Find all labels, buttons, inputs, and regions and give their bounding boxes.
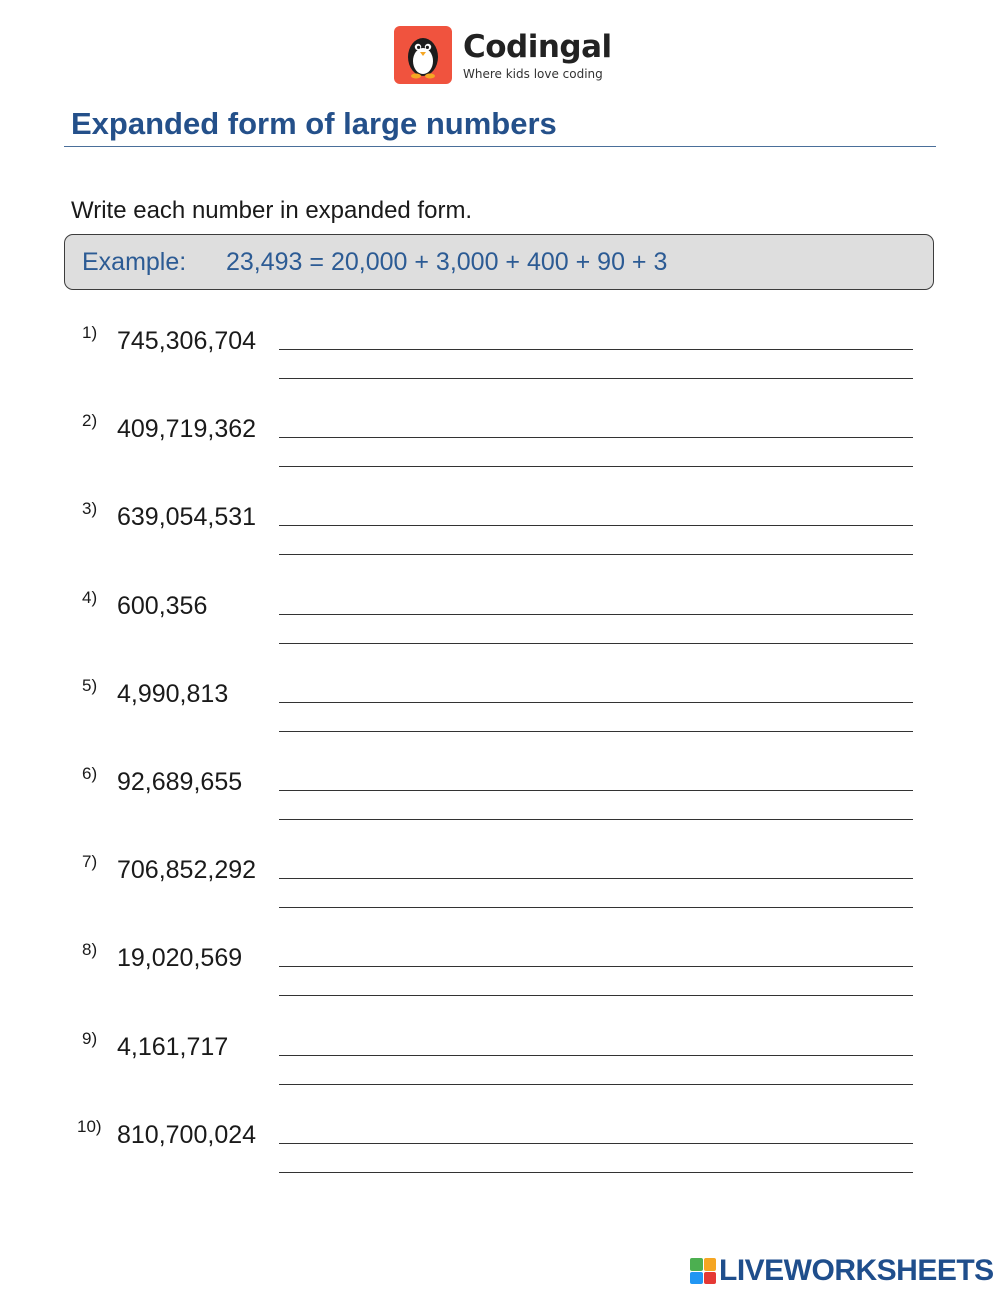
problem-item	[0, 852, 1000, 940]
problem-value: 600,356	[117, 592, 208, 620]
title-divider	[64, 146, 936, 147]
example-box	[64, 234, 934, 290]
answer-line[interactable]	[279, 614, 913, 615]
problem-number: 1)	[82, 323, 98, 342]
problem-value: 19,020,569	[117, 944, 243, 972]
problem-number: 9)	[82, 1029, 98, 1048]
problem-value: 706,852,292	[117, 856, 257, 884]
example-equation: 23,493 = 20,000 + 3,000 + 400 + 90 + 3	[226, 248, 668, 276]
problem-item	[0, 1117, 1000, 1205]
liveworksheets-icon	[690, 1258, 716, 1284]
answer-line[interactable]	[279, 349, 913, 350]
problem-value: 409,719,362	[117, 415, 257, 443]
problem-item	[0, 323, 1000, 411]
answer-line[interactable]	[279, 819, 913, 820]
answer-line[interactable]	[279, 525, 913, 526]
penguin-icon	[394, 26, 452, 84]
problem-number: 2)	[82, 411, 98, 430]
answer-line[interactable]	[279, 378, 913, 379]
answer-line[interactable]	[279, 554, 913, 555]
brand-name: Codingal	[463, 28, 612, 65]
problem-value: 92,689,655	[117, 768, 243, 796]
problem-item	[0, 676, 1000, 764]
problem-item	[0, 588, 1000, 676]
problem-value: 810,700,024	[117, 1121, 257, 1149]
page-title: Expanded form of large numbers	[71, 106, 557, 141]
brand-tagline: Where kids love coding	[463, 66, 603, 81]
answer-line[interactable]	[279, 437, 913, 438]
problem-item	[0, 940, 1000, 1028]
problem-number: 8)	[82, 940, 98, 959]
problem-item	[0, 1029, 1000, 1117]
problem-value: 4,990,813	[117, 680, 229, 708]
answer-line[interactable]	[279, 907, 913, 908]
answer-line[interactable]	[279, 1084, 913, 1085]
answer-line[interactable]	[279, 966, 913, 967]
problem-number: 5)	[82, 676, 98, 695]
answer-line[interactable]	[279, 878, 913, 879]
answer-line[interactable]	[279, 1055, 913, 1056]
answer-line[interactable]	[279, 790, 913, 791]
problem-value: 639,054,531	[117, 503, 257, 531]
liveworksheets-watermark	[690, 1254, 994, 1288]
problem-number: 10)	[77, 1117, 102, 1136]
problem-item	[0, 764, 1000, 852]
problem-number: 6)	[82, 764, 98, 783]
answer-line[interactable]	[279, 731, 913, 732]
problem-item	[0, 411, 1000, 499]
answer-line[interactable]	[279, 702, 913, 703]
problem-number: 4)	[82, 588, 98, 607]
problem-item	[0, 499, 1000, 587]
answer-line[interactable]	[279, 466, 913, 467]
answer-line[interactable]	[279, 995, 913, 996]
answer-line[interactable]	[279, 643, 913, 644]
problem-value: 4,161,717	[117, 1033, 229, 1061]
brand-logo	[394, 26, 612, 84]
instruction-text: Write each number in expanded form.	[71, 197, 473, 224]
problem-number: 7)	[82, 852, 98, 871]
example-label: Example:	[82, 248, 187, 276]
problem-value: 745,306,704	[117, 327, 257, 355]
problem-number: 3)	[82, 499, 98, 518]
watermark-text: LIVEWORKSHEETS	[719, 1254, 994, 1287]
answer-line[interactable]	[279, 1172, 913, 1173]
answer-line[interactable]	[279, 1143, 913, 1144]
